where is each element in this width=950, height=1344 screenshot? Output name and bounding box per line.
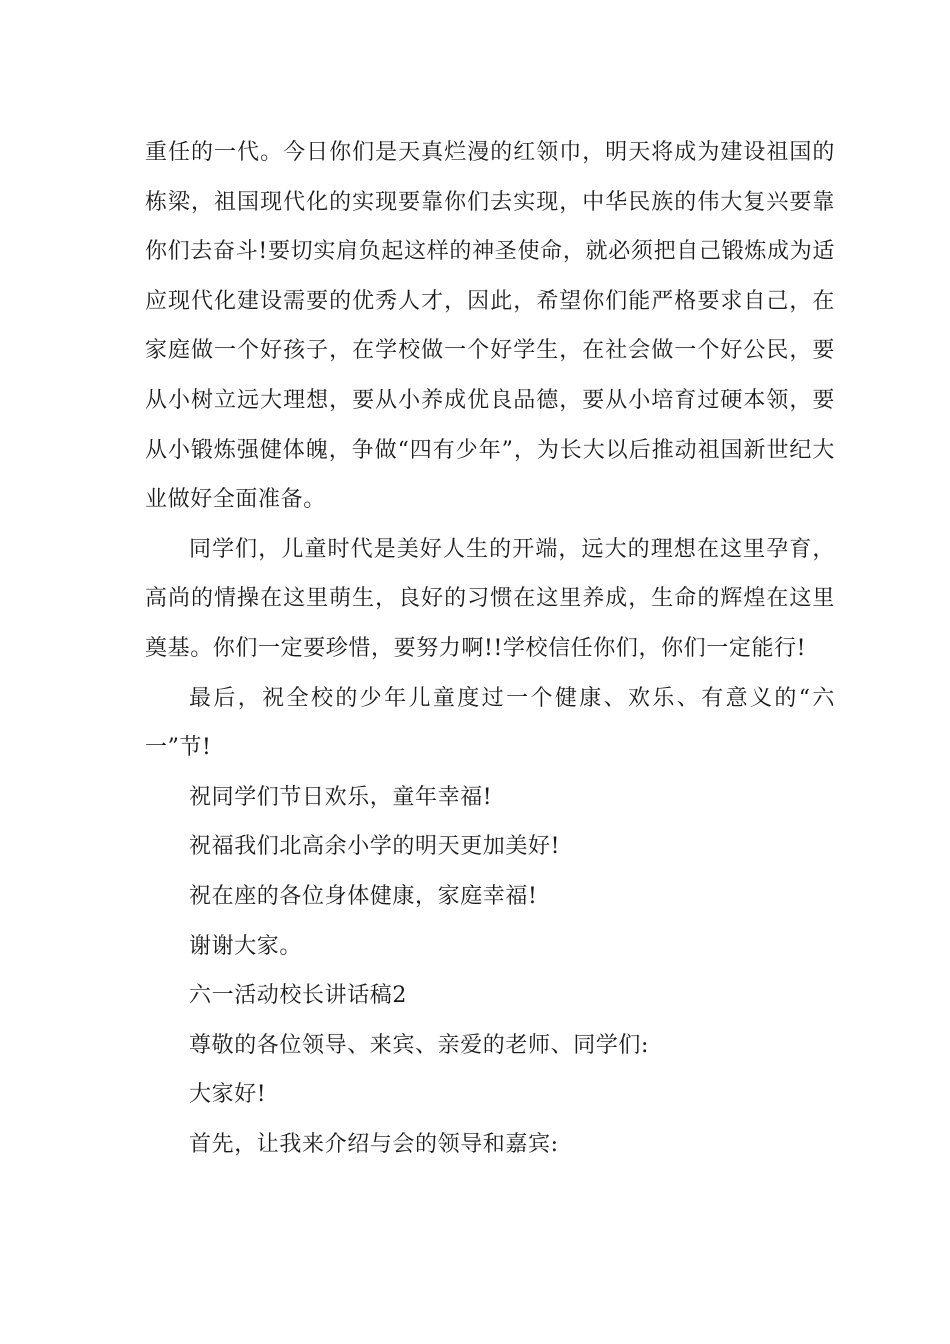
paragraph-continuation: 重任的一代。今日你们是天真烂漫的红领巾，明天将成为建设祖国的栋梁，祖国现代化的实现要靠你们去实现，中华民族的伟大复兴要靠你们去奋斗!要切实肩负起这样的神圣使命，就必须把自己锻炼成为适应现代化建设需要的优秀人才，因此，希望你们能严格要求自己，在家庭做一个好孩子，在学校做一个好学生，在社会做一个好公民，要从小树立远大理想，要从小养成优良品德，要从小培育过硬本领，要从小锻炼强健体魄，争做“四有少年”，为长大以后推动祖国新世纪大业做好全面准备。: [145, 140, 835, 513]
paragraph-greeting: 大家好!: [189, 1082, 267, 1108]
paragraph-wish-school: 祝福我们北高余小学的明天更加美好!: [189, 834, 561, 860]
paragraph-closing-wish: 最后，祝全校的少年儿童度过一个健康、欢乐、有意义的“六一”节!: [145, 685, 835, 761]
document-body: [145, 128, 835, 1169]
paragraph-introduction: 首先，让我来介绍与会的领导和嘉宾:: [189, 1131, 559, 1157]
paragraph-wish-audience: 祝在座的各位身体健康，家庭幸福!: [189, 883, 538, 909]
paragraph-childhood: 同学们，儿童时代是美好人生的开端，远大的理想在这里孕育，高尚的情操在这里萌生，良好的习惯在这里养成，生命的辉煌在这里奠基。你们一定要珍惜，要努力啊!!学校信任你们，你们一定能行!: [145, 536, 835, 661]
paragraph-thanks: 谢谢大家。: [189, 933, 303, 959]
paragraph-salutation: 尊敬的各位领导、来宾、亲爱的老师、同学们:: [189, 1032, 650, 1058]
paragraph-wish-students: 祝同学们节日欢乐，童年幸福!: [189, 784, 493, 810]
section-heading: 六一活动校长讲话稿2: [189, 983, 407, 1009]
